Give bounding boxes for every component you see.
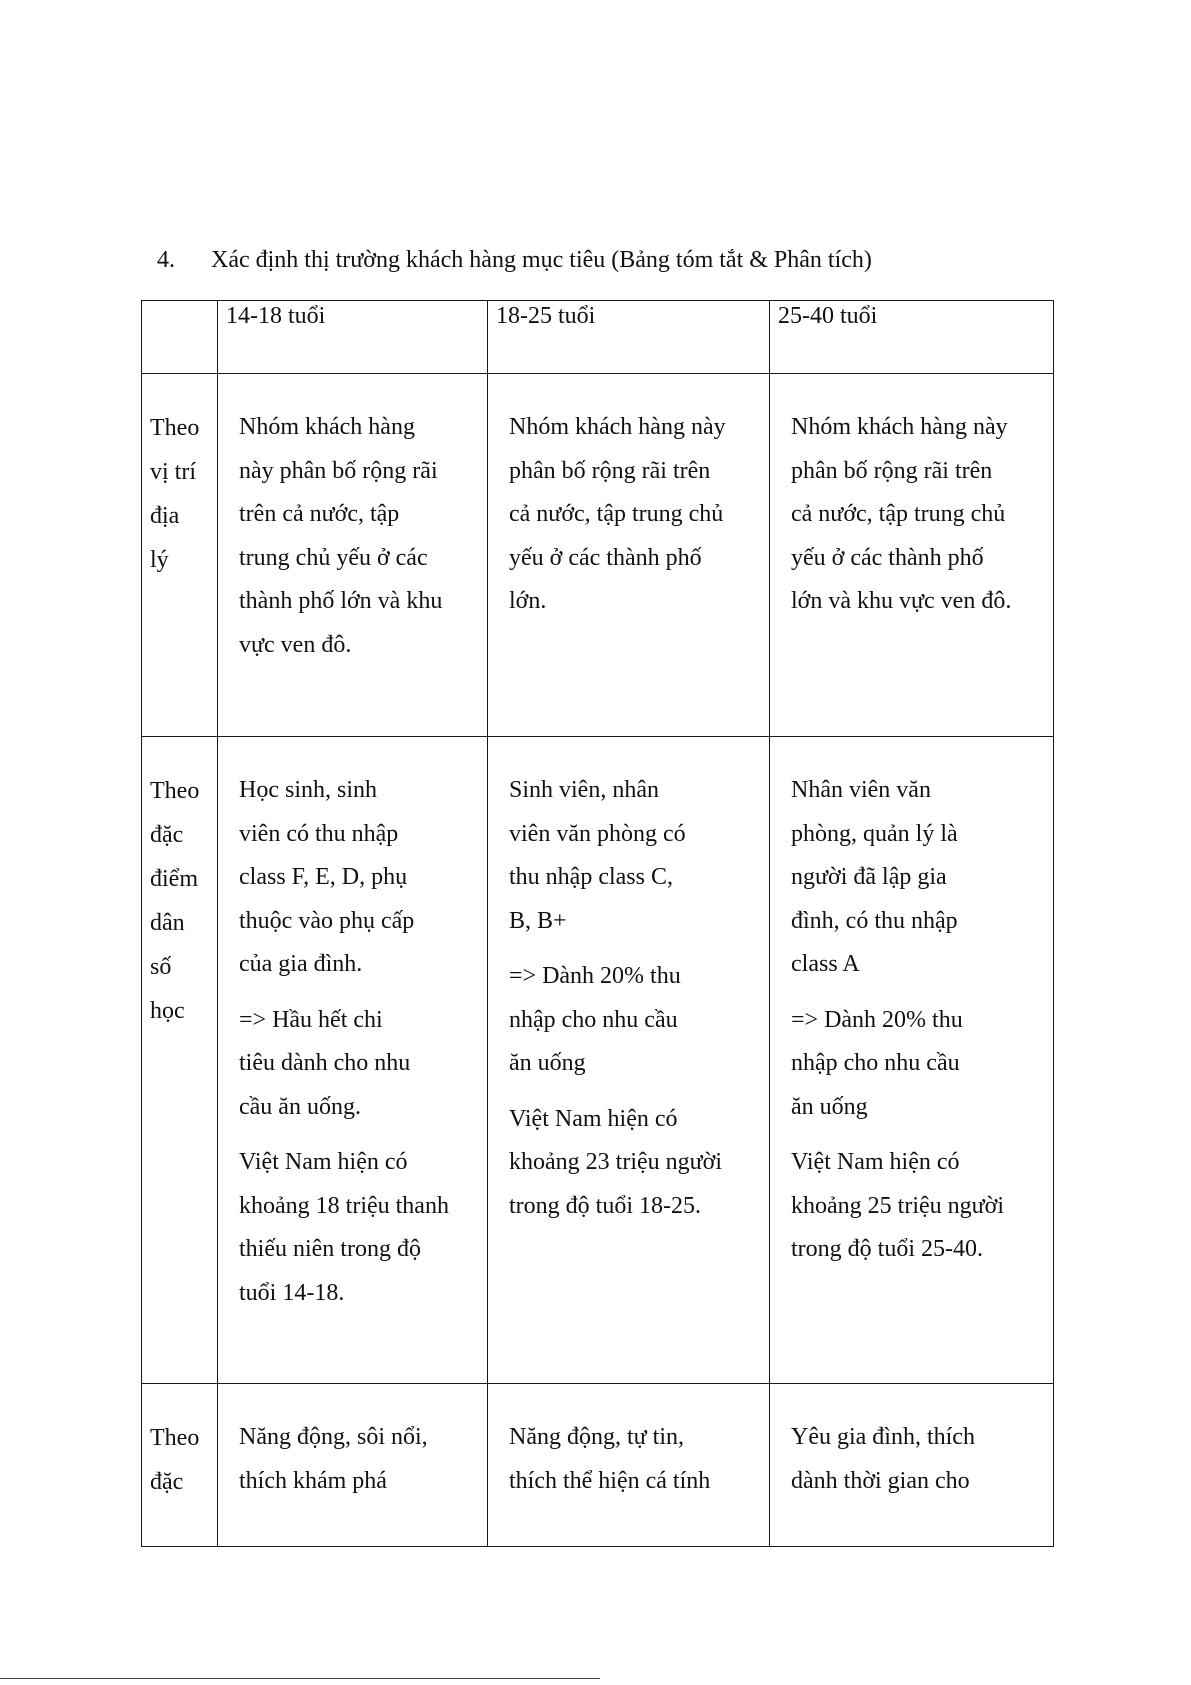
table-cell <box>770 1384 1054 1547</box>
row-label: Theo đặc <box>142 1384 218 1547</box>
section-number: 4. <box>157 247 175 273</box>
row-label: Theo vị trí địa lý <box>142 374 218 737</box>
cell-paragraph: Học sinh, sinh viên có thu nhập class F, E, D, phụ thuộc vào phụ cấp của gia đình. <box>239 777 415 977</box>
cell-paragraph: Nhóm khách hàng này phân bố rộng rãi trên cả nước, tập trung chủ yếu ở các thành phố lớn và khu vực ven đô. <box>791 414 1012 614</box>
cell-paragraph: Việt Nam hiện có khoảng 18 triệu thanh thiếu niên trong độ tuổi 14-18. <box>239 1149 449 1306</box>
row-label: Theo đặc điểm dân số học <box>142 737 218 1384</box>
footer-divider <box>0 1678 600 1679</box>
section-heading <box>157 244 872 276</box>
table-cell <box>770 374 1054 737</box>
cell-paragraph: Nhân viên văn phòng, quản lý là người đã lập gia đình, có thu nhập class A <box>791 777 958 977</box>
table-cell <box>770 737 1054 1384</box>
table-row-psychographics <box>142 1384 1054 1547</box>
cell-paragraph: Việt Nam hiện có khoảng 25 triệu người trong độ tuổi 25-40. <box>791 1149 1004 1262</box>
table-cell <box>488 1384 770 1547</box>
section-title: Xác định thị trường khách hàng mục tiêu (Bảng tóm tắt & Phân tích) <box>211 247 872 273</box>
cell-paragraph: Việt Nam hiện có khoảng 23 triệu người trong độ tuổi 18-25. <box>509 1105 722 1219</box>
cell-paragraph: Nhóm khách hàng này phân bố rộng rãi trên cả nước, tập trung chủ yếu ở các thành phố lớn và khu vực ven đô. <box>239 414 443 658</box>
header-cell-age-14-18: 14-18 tuổi <box>218 301 488 374</box>
header-cell-age-25-40: 25-40 tuổi <box>770 301 1054 374</box>
target-market-table <box>141 300 1054 1547</box>
cell-paragraph: Năng động, tự tin, thích thể hiện cá tính <box>509 1424 711 1494</box>
header-cell-age-18-25: 18-25 tuổi <box>488 301 770 374</box>
table-cell <box>218 1384 488 1547</box>
cell-paragraph: Nhóm khách hàng này phân bố rộng rãi trên cả nước, tập trung chủ yếu ở các thành phố lớn. <box>509 414 726 614</box>
cell-paragraph: => Dành 20% thu nhập cho nhu cầu ăn uống <box>791 1006 963 1120</box>
cell-paragraph: => Dành 20% thu nhập cho nhu cầu ăn uống <box>509 963 681 1076</box>
table-row-demographics <box>142 737 1054 1384</box>
table-cell <box>488 374 770 737</box>
table-cell <box>218 374 488 737</box>
cell-paragraph: => Hầu hết chi tiêu dành cho nhu cầu ăn uống. <box>239 1006 411 1120</box>
cell-paragraph: Sinh viên, nhân viên văn phòng có thu nhập class C, B, B+ <box>509 777 686 934</box>
table-header-row <box>142 301 1054 374</box>
cell-paragraph: Yêu gia đình, thích dành thời gian cho <box>791 1424 975 1494</box>
cell-paragraph: Năng động, sôi nổi, thích khám phá <box>239 1424 428 1494</box>
table-cell <box>218 737 488 1384</box>
header-cell-empty <box>142 301 218 374</box>
table-cell <box>488 737 770 1384</box>
table-row-geography <box>142 374 1054 737</box>
